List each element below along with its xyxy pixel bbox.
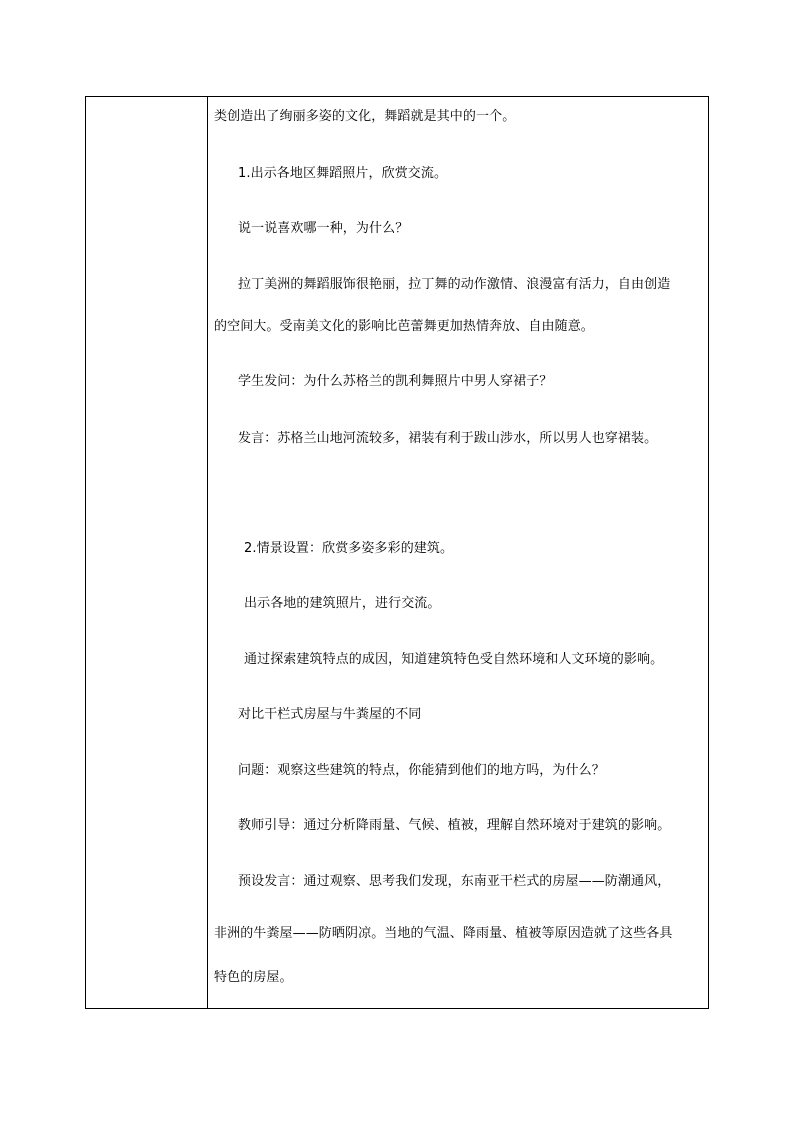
text-line-latin-dance-2: 的空间大。受南美文化的影响比芭蕾舞更加热情奔放、自由随意。 <box>214 319 594 334</box>
text-line-problem: 问题：观察这些建筑的特点，你能猜到他们的地方吗，为什么？ <box>238 763 605 778</box>
text-line-teacher-guidance: 教师引导：通过分析降雨量、气候、植被，理解自然环境对于建筑的影响。 <box>238 818 671 833</box>
text-line-dance-step: 1.出示各地区舞蹈照片，欣赏交流。 <box>238 166 448 181</box>
text-line-show-photos: 出示各地的建筑照片，进行交流。 <box>244 596 441 611</box>
text-line-explore-causes: 通过探索建筑特点的成因，知道建筑特色受自然环境和人文环境的影响。 <box>244 652 664 667</box>
text-line-question-preference: 说一说喜欢哪一种，为什么？ <box>238 221 409 236</box>
table-content-cell <box>208 97 708 1008</box>
text-line-student-question: 学生发问：为什么苏格兰的凯利舞照片中男人穿裙子？ <box>238 374 553 389</box>
text-line-expected-answer-3: 特色的房屋。 <box>214 970 293 985</box>
text-line-architecture-step: 2.情景设置：欣赏多姿多彩的建筑。 <box>244 541 454 556</box>
text-line-expected-answer-2: 非洲的牛粪屋——防晒阴凉。当地的气温、降雨量、植被等原因造就了这些各具 <box>214 926 673 941</box>
lesson-table <box>85 96 709 1009</box>
text-line-expected-answer-1: 预设发言：通过观察、思考我们发现，东南亚干栏式的房屋——防潮通风， <box>238 874 671 889</box>
table-left-cell <box>86 97 207 1008</box>
text-line-student-answer: 发言：苏格兰山地河流较多，裙装有利于跋山涉水，所以男人也穿裙装。 <box>238 431 658 446</box>
text-line-latin-dance-1: 拉丁美洲的舞蹈服饰很艳丽，拉丁舞的动作激情、浪漫富有活力，自由创造 <box>238 277 671 292</box>
text-line-compare-houses: 对比干栏式房屋与牛粪屋的不同 <box>238 707 422 722</box>
text-line-intro: 类创造出了绚丽多姿的文化，舞蹈就是其中的一个。 <box>214 109 516 124</box>
